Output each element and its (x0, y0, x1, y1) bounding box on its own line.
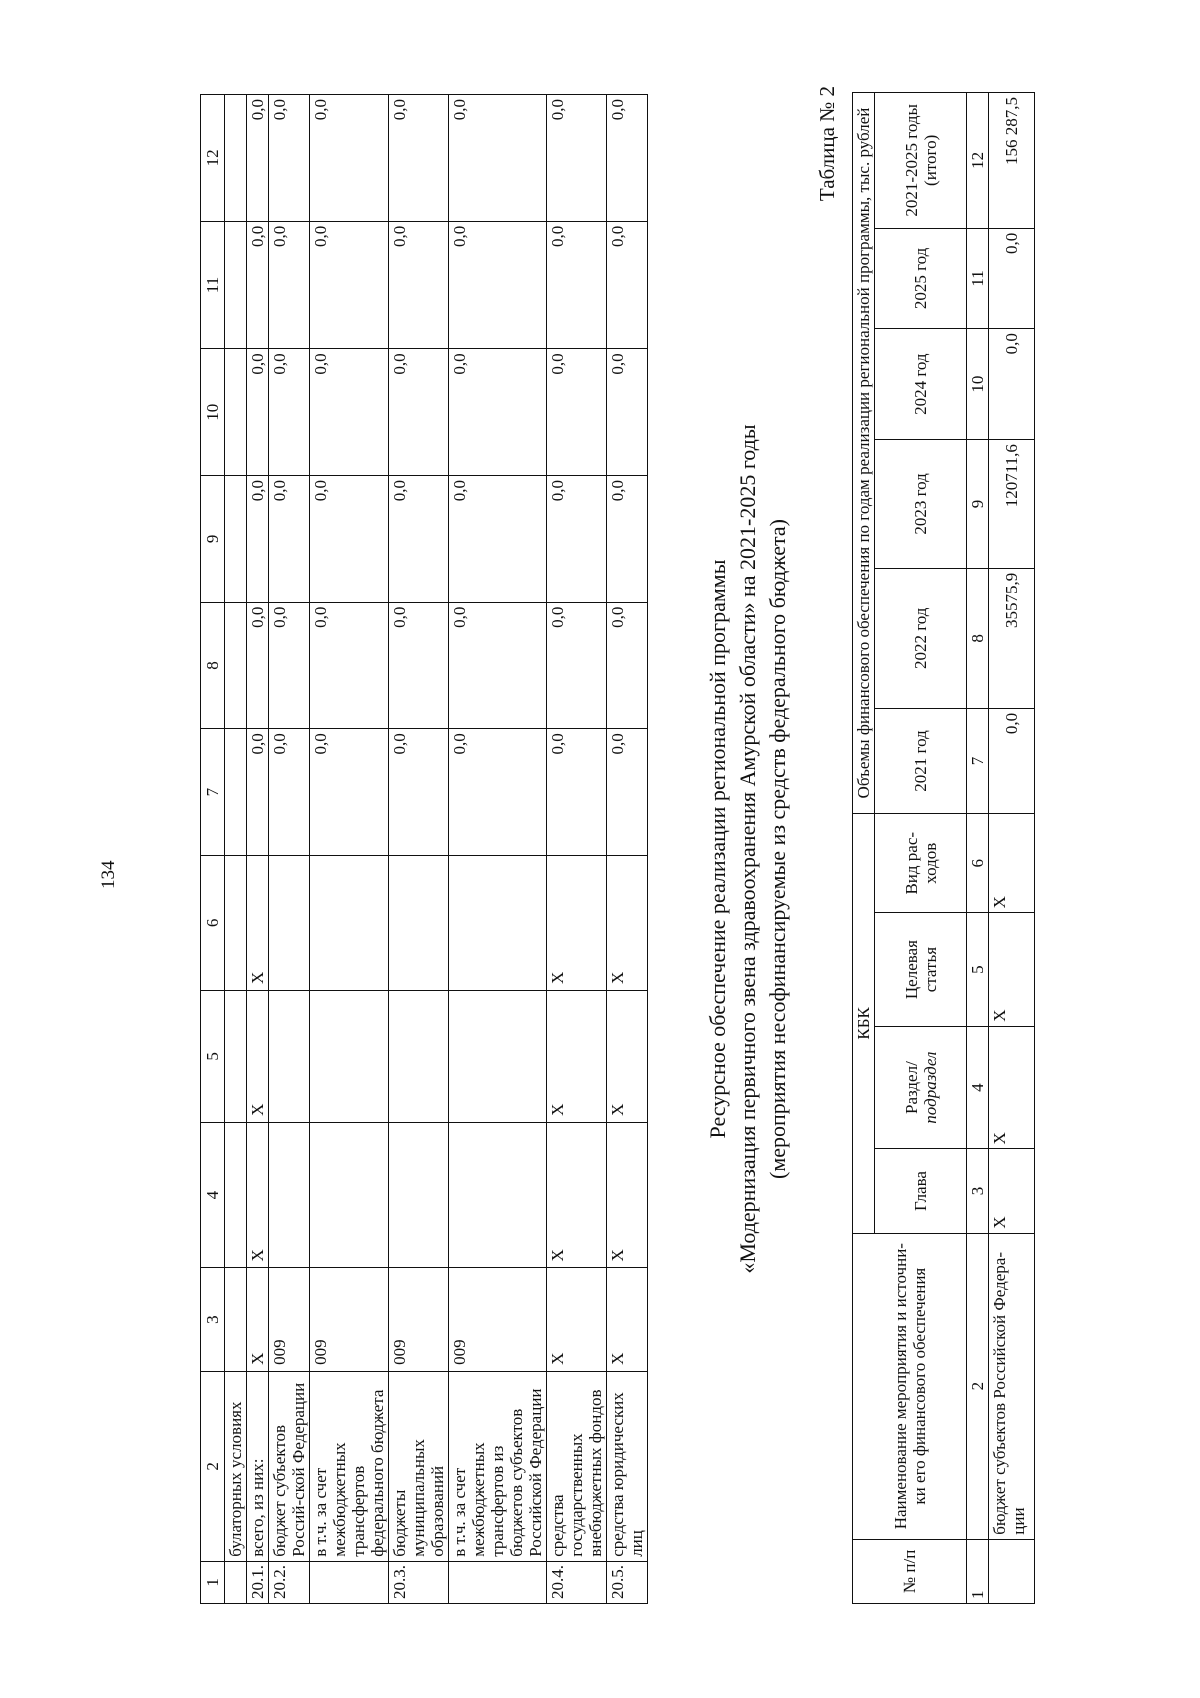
table-cell: X (547, 1122, 607, 1268)
header-2025: 2025 год (875, 228, 967, 328)
header-cell: 10 (201, 349, 225, 476)
header-celevaya: Целевая статья (875, 913, 967, 1026)
header-cell: 6 (201, 855, 225, 990)
table-cell: 0,0 (547, 95, 607, 222)
table-cell: X (247, 1122, 269, 1268)
column-number-cell: 4 (967, 1026, 989, 1149)
heading-line-2: «Модернизация первичного звена здравоохранения Амурской области» на 2021-2025 годы (735, 424, 760, 1274)
table-cell: 0,0 (247, 349, 269, 476)
table-cell (269, 855, 310, 990)
table-cell: 009 (389, 1268, 449, 1371)
table-cell (310, 1561, 389, 1603)
table-cell: 0,0 (449, 729, 547, 856)
table-cell: 20.4. (547, 1561, 607, 1603)
table-cell: 20.5. (607, 1561, 648, 1603)
table-cell: 0,0 (449, 95, 547, 222)
table-cell: X (607, 1122, 648, 1268)
table-cell: 0,0 (247, 602, 269, 729)
header-2023: 2023 год (875, 440, 967, 569)
table-cell: в т.ч. за счет межбюджетных трансфертов из бюджетов субъектов Российской Федерации (449, 1371, 547, 1561)
table-cell: 20.3. (389, 1561, 449, 1603)
table-cell: X (547, 855, 607, 990)
table-cell (269, 1122, 310, 1268)
table-cell: 0,0 (989, 708, 1035, 813)
table-cell (389, 1122, 449, 1268)
table-cell: 0,0 (547, 729, 607, 856)
table-cell: булаторных условиях (225, 1371, 247, 1561)
column-number-cell: 11 (967, 228, 989, 328)
header-2022: 2022 год (875, 568, 967, 708)
table-cell: X (989, 814, 1035, 913)
header-cell: 4 (201, 1122, 225, 1268)
table-cell (225, 1122, 247, 1268)
column-number-cell: 2 (967, 1233, 989, 1539)
header-2024: 2024 год (875, 329, 967, 440)
table-cell: 0,0 (247, 476, 269, 603)
table-row (389, 95, 449, 1604)
table-cell: бюджет субъектов Россий-ской Федерации (269, 1371, 310, 1561)
header-name: Наименование мероприятия и источни-ки его финансового обеспечения (853, 1233, 967, 1539)
table-cell: X (607, 855, 648, 990)
table-cell: X (247, 990, 269, 1122)
table-cell: 009 (310, 1268, 389, 1371)
header-num: № п/п (853, 1539, 967, 1603)
header-razdel-line1: Раздел/ (901, 1061, 921, 1115)
column-number-cell: 10 (967, 329, 989, 440)
column-number-cell: 3 (967, 1149, 989, 1233)
table-cell: 0,0 (310, 349, 389, 476)
table-row (225, 95, 247, 1604)
header-cell: 9 (201, 476, 225, 603)
table-cell (449, 1561, 547, 1603)
table-cell (225, 221, 247, 349)
table-cell (449, 990, 547, 1122)
table-cell: всего, из них: (247, 1371, 269, 1561)
table-cell (225, 602, 247, 729)
table-cell: 0,0 (269, 476, 310, 603)
table-cell: 0,0 (607, 349, 648, 476)
column-number-cell: 6 (967, 814, 989, 913)
table-cell: 0,0 (989, 228, 1035, 328)
table-cell: 0,0 (607, 476, 648, 603)
table-row (547, 95, 607, 1604)
table-cell: X (989, 1149, 1035, 1233)
column-number-cell: 7 (967, 708, 989, 813)
table-cell: 0,0 (989, 329, 1035, 440)
table-cell: 0,0 (607, 729, 648, 856)
table-cell (269, 990, 310, 1122)
table-cell: 0,0 (607, 602, 648, 729)
table-cell (225, 855, 247, 990)
table-cell: 0,0 (389, 95, 449, 222)
table-cell: 0,0 (247, 729, 269, 856)
header-cell: 1 (201, 1561, 225, 1603)
table-cell: X (607, 1268, 648, 1371)
table-cell (310, 1122, 389, 1268)
table-cell: 0,0 (269, 95, 310, 222)
table-cell: 0,0 (310, 95, 389, 222)
table-cell: 0,0 (389, 221, 449, 349)
table-cell: X (989, 1026, 1035, 1149)
header-cell: 12 (201, 95, 225, 222)
header-cell: 2 (201, 1371, 225, 1561)
header-razdel-line2: подраздел (920, 1051, 940, 1124)
header-cell: 5 (201, 990, 225, 1122)
table-cell: 0,0 (310, 221, 389, 349)
table-cell: бюджет субъектов Российской Федера-ции (989, 1233, 1035, 1539)
table-cell: X (547, 1268, 607, 1371)
table-cell: средства юридических лиц (607, 1371, 648, 1561)
table-row (310, 95, 389, 1604)
column-number-cell: 9 (967, 440, 989, 569)
table-cell: 20.2. (269, 1561, 310, 1603)
table-cell: 0,0 (449, 602, 547, 729)
header-kbk: КБК (853, 814, 875, 1234)
table-cell: X (989, 913, 1035, 1026)
header-total: 2021-2025 годы (итого) (875, 93, 967, 229)
header-2021: 2021 год (875, 708, 967, 813)
table-cell: 35575,9 (989, 568, 1035, 708)
table-cell: X (247, 1268, 269, 1371)
table-cell: 0,0 (607, 221, 648, 349)
table-cell: X (607, 990, 648, 1122)
table-cell: X (247, 855, 269, 990)
table-cell (225, 476, 247, 603)
table-cell: 0,0 (269, 729, 310, 856)
table-cell: 009 (449, 1268, 547, 1371)
table-cell (389, 990, 449, 1122)
heading-line-3: (мероприятия несофинансируемые из средств федерального бюджета) (765, 519, 790, 1179)
table-cell: 0,0 (449, 349, 547, 476)
table-cell: 0,0 (607, 95, 648, 222)
table-cell: 0,0 (310, 602, 389, 729)
header-volumes: Объемы финансового обеспечения по годам реализации региональной программы, тыс. рублей (853, 93, 875, 814)
page-number: 134 (98, 860, 119, 889)
table-cell: 120711,6 (989, 440, 1035, 569)
column-number-cell: 5 (967, 913, 989, 1026)
header-cell: 11 (201, 221, 225, 349)
header-cell: 3 (201, 1268, 225, 1371)
table-cell (225, 729, 247, 856)
table-cell (225, 990, 247, 1122)
table-cell: бюджеты муниципальных образований (389, 1371, 449, 1561)
table-cell (389, 855, 449, 990)
table-cell: 0,0 (247, 95, 269, 222)
header-glava: Глава (875, 1149, 967, 1233)
header-row (201, 95, 225, 1604)
table-cell: 0,0 (449, 221, 547, 349)
heading-line-1: Ресурсное обеспечение реализации региональной программы (705, 559, 730, 1139)
table-cell: 009 (269, 1268, 310, 1371)
table-cell: 0,0 (449, 476, 547, 603)
table-cell: 20.1. (247, 1561, 269, 1603)
table-cell (989, 1539, 1035, 1603)
table-cell (225, 1268, 247, 1371)
table-cell (310, 990, 389, 1122)
table-cell: 0,0 (547, 349, 607, 476)
header-vid: Вид рас-ходов (875, 814, 967, 913)
table-cell: в т.ч. за счет межбюджетных трансфертов федерального бюджета (310, 1371, 389, 1561)
table-row (607, 95, 648, 1604)
header-cell: 7 (201, 729, 225, 856)
table-cell: 0,0 (269, 221, 310, 349)
table-cell: 0,0 (310, 476, 389, 603)
table-cell: 0,0 (269, 349, 310, 476)
table-cell: средства государственных внебюджетных фондов (547, 1371, 607, 1561)
table-cell: 0,0 (389, 476, 449, 603)
table-cell (449, 1122, 547, 1268)
table-cell: 156 287,5 (989, 93, 1035, 229)
table-cell: 0,0 (269, 602, 310, 729)
table-label: Таблица № 2 (815, 86, 839, 202)
column-number-cell: 12 (967, 93, 989, 229)
column-number-cell: 8 (967, 568, 989, 708)
table-row (269, 95, 310, 1604)
table-cell (449, 855, 547, 990)
table-row (449, 95, 547, 1604)
table-cell (225, 95, 247, 222)
continuation-table (200, 94, 648, 1604)
table-cell: 0,0 (547, 221, 607, 349)
table-row (247, 95, 269, 1604)
table-cell: X (547, 990, 607, 1122)
table-cell: 0,0 (547, 602, 607, 729)
table-cell (310, 855, 389, 990)
table-cell: 0,0 (389, 349, 449, 476)
funding-table (852, 92, 1035, 1604)
header-cell: 8 (201, 602, 225, 729)
header-razdel (875, 1026, 967, 1149)
table-cell: 0,0 (247, 221, 269, 349)
table-cell: 0,0 (389, 602, 449, 729)
column-number-cell: 1 (967, 1539, 989, 1603)
table-cell: 0,0 (547, 476, 607, 603)
table-cell: 0,0 (310, 729, 389, 856)
table-cell (225, 349, 247, 476)
table-cell: 0,0 (389, 729, 449, 856)
table-cell (225, 1561, 247, 1603)
